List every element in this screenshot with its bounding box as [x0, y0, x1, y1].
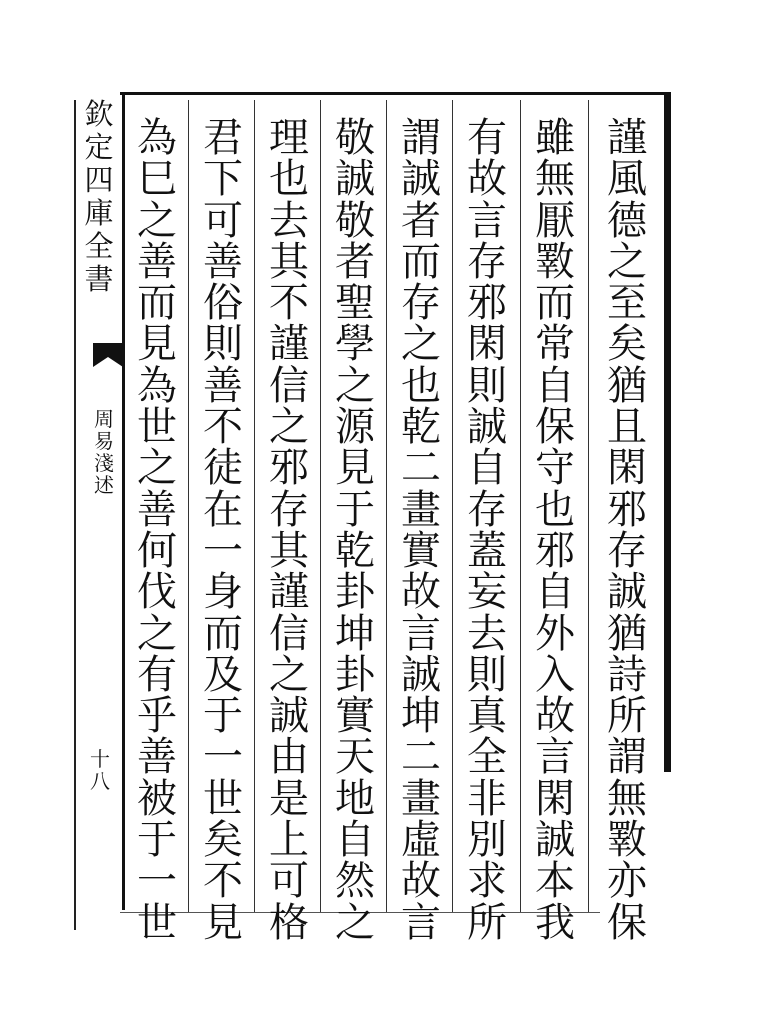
- column-divider: [452, 100, 453, 912]
- frame-right-border: [664, 92, 671, 772]
- gutter-chapter-title: 周 易 淺 述: [94, 407, 114, 497]
- column-divider: [588, 100, 589, 912]
- text-column-3: 有 故 言 存 邪 閑 則 誠 自 存 蓋 妄 去 則 真 全 非 別 求 所: [467, 115, 507, 946]
- gutter-book-title: 欽 定 四 庫 全 書: [84, 97, 114, 296]
- text-column-8: 為 巳 之 善 而 見 為 世 之 善 何 伐 之 有 乎 善 被 于 一 世: [137, 115, 177, 946]
- column-divider: [320, 100, 321, 912]
- gutter-divider: [122, 95, 125, 910]
- column-divider: [386, 100, 387, 912]
- page-number: 十八: [90, 747, 110, 793]
- frame-top-border: [120, 92, 671, 95]
- text-column-6: 理 也 去 其 不 謹 信 之 邪 存 其 謹 信 之 誠 由 是 上 可 格: [269, 115, 309, 946]
- column-divider: [520, 100, 521, 912]
- column-divider: [188, 100, 189, 912]
- fish-tail-mark: [93, 343, 123, 369]
- column-divider: [254, 100, 255, 912]
- text-column-5: 敬 誠 敬 者 聖 學 之 源 見 于 乾 卦 坤 卦 實 天 地 自 然 之: [335, 115, 375, 946]
- text-column-4: 謂 誠 者 而 存 之 也 乾 二 畫 實 故 言 誠 坤 二 畫 虛 故 言: [401, 115, 441, 946]
- text-column-2: 雖 無 厭 斁 而 常 自 保 守 也 邪 自 外 入 故 言 閑 誠 本 我: [535, 115, 575, 946]
- text-column-7: 君 下 可 善 俗 則 善 不 徒 在 一 身 而 及 于 一 世 矣 不 見: [203, 115, 243, 946]
- text-column-1: 謹 風 德 之 至 矣 猶 且 閑 邪 存 誠 猶 詩 所 謂 無 斁 亦 保: [607, 115, 647, 946]
- frame-left-border: [74, 100, 76, 930]
